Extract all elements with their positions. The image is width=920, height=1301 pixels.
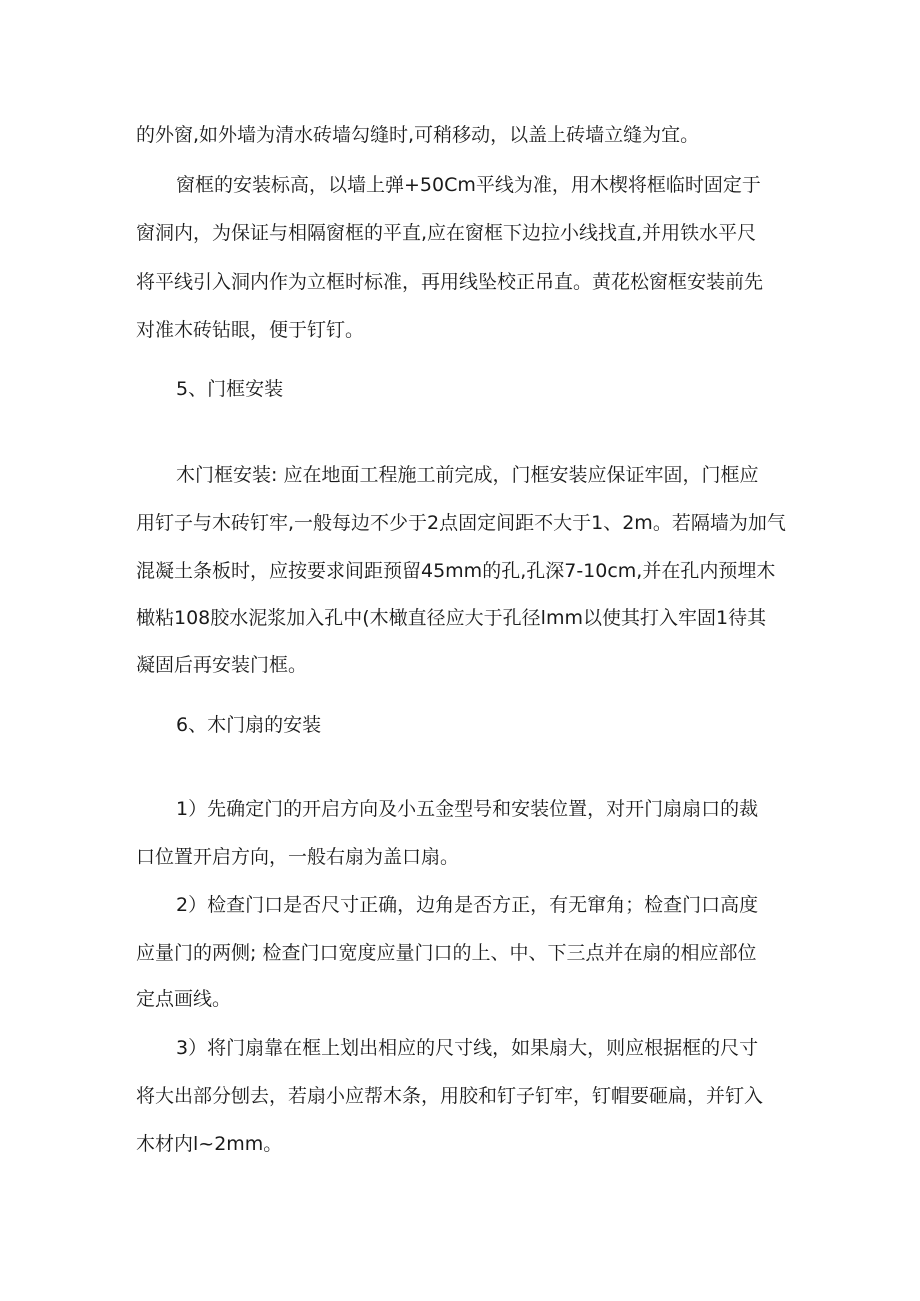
paragraph-line: 1）先确定门的开启方向及小五金型号和安装位置，对开门扇扇口的裁 [176, 798, 759, 820]
paragraph-line: 窗框的安装标高，以墙上弹+50Cm平线为准，用木楔将框临时固定于 [176, 174, 761, 196]
paragraph-line: 的外窗,如外墙为清水砖墙勾缝时,可稍移动，以盖上砖墙立缝为宜。 [136, 124, 700, 146]
section-heading: 6、木门扇的安装 [176, 714, 322, 736]
paragraph-line: 将平线引入洞内作为立框时标准，再用线坠校正吊直。黄花松窗框安装前先 [136, 271, 764, 293]
paragraph-line: 口位置开启方向，一般右扇为盖口扇。 [136, 846, 460, 868]
paragraph-line: 凝固后再安装门框。 [136, 654, 308, 676]
paragraph-line: 混凝土条板时，应按要求间距预留45mm的孔,孔深7-10cm,并在孔内预埋木 [136, 560, 776, 582]
paragraph-line: 用钉子与木砖钉牢,一般每边不少于2点固定间距不大于1、2m。若隔墙为加气 [136, 512, 786, 534]
paragraph-line: 木材内l~2mm。 [136, 1133, 283, 1155]
paragraph-line: 对准木砖钻眼，便于钉钉。 [136, 319, 365, 341]
paragraph-line: 定点画线。 [136, 988, 232, 1010]
paragraph-line: 2）检查门口是否尺寸正确，边角是否方正，有无窜角；检查门口高度 [176, 894, 759, 916]
paragraph-line: 将大出部分刨去，若扇小应帮木条，用胶和钉子钉牢，钉帽要砸扁，并钉入 [136, 1085, 764, 1107]
paragraph-line: 木门框安装: 应在地面工程施工前完成，门框安装应保证牢固，门框应 [176, 464, 759, 486]
paragraph-line: 窗洞内，为保证与相隔窗框的平直,应在窗框下边拉小线找直,并用铁水平尺 [136, 222, 757, 244]
paragraph-line: 橄粘108胶水泥浆加入孔中(木橄直径应大于孔径lmm以使其打入牢固1待其 [136, 607, 767, 629]
paragraph-line: 应量门的两侧; 检查门口宽度应量门口的上、中、下三点并在扇的相应部位 [136, 942, 757, 964]
section-heading: 5、门框安装 [176, 378, 284, 400]
paragraph-line: 3）将门扇靠在框上划出相应的尺寸线，如果扇大，则应根据框的尺寸 [176, 1037, 759, 1059]
